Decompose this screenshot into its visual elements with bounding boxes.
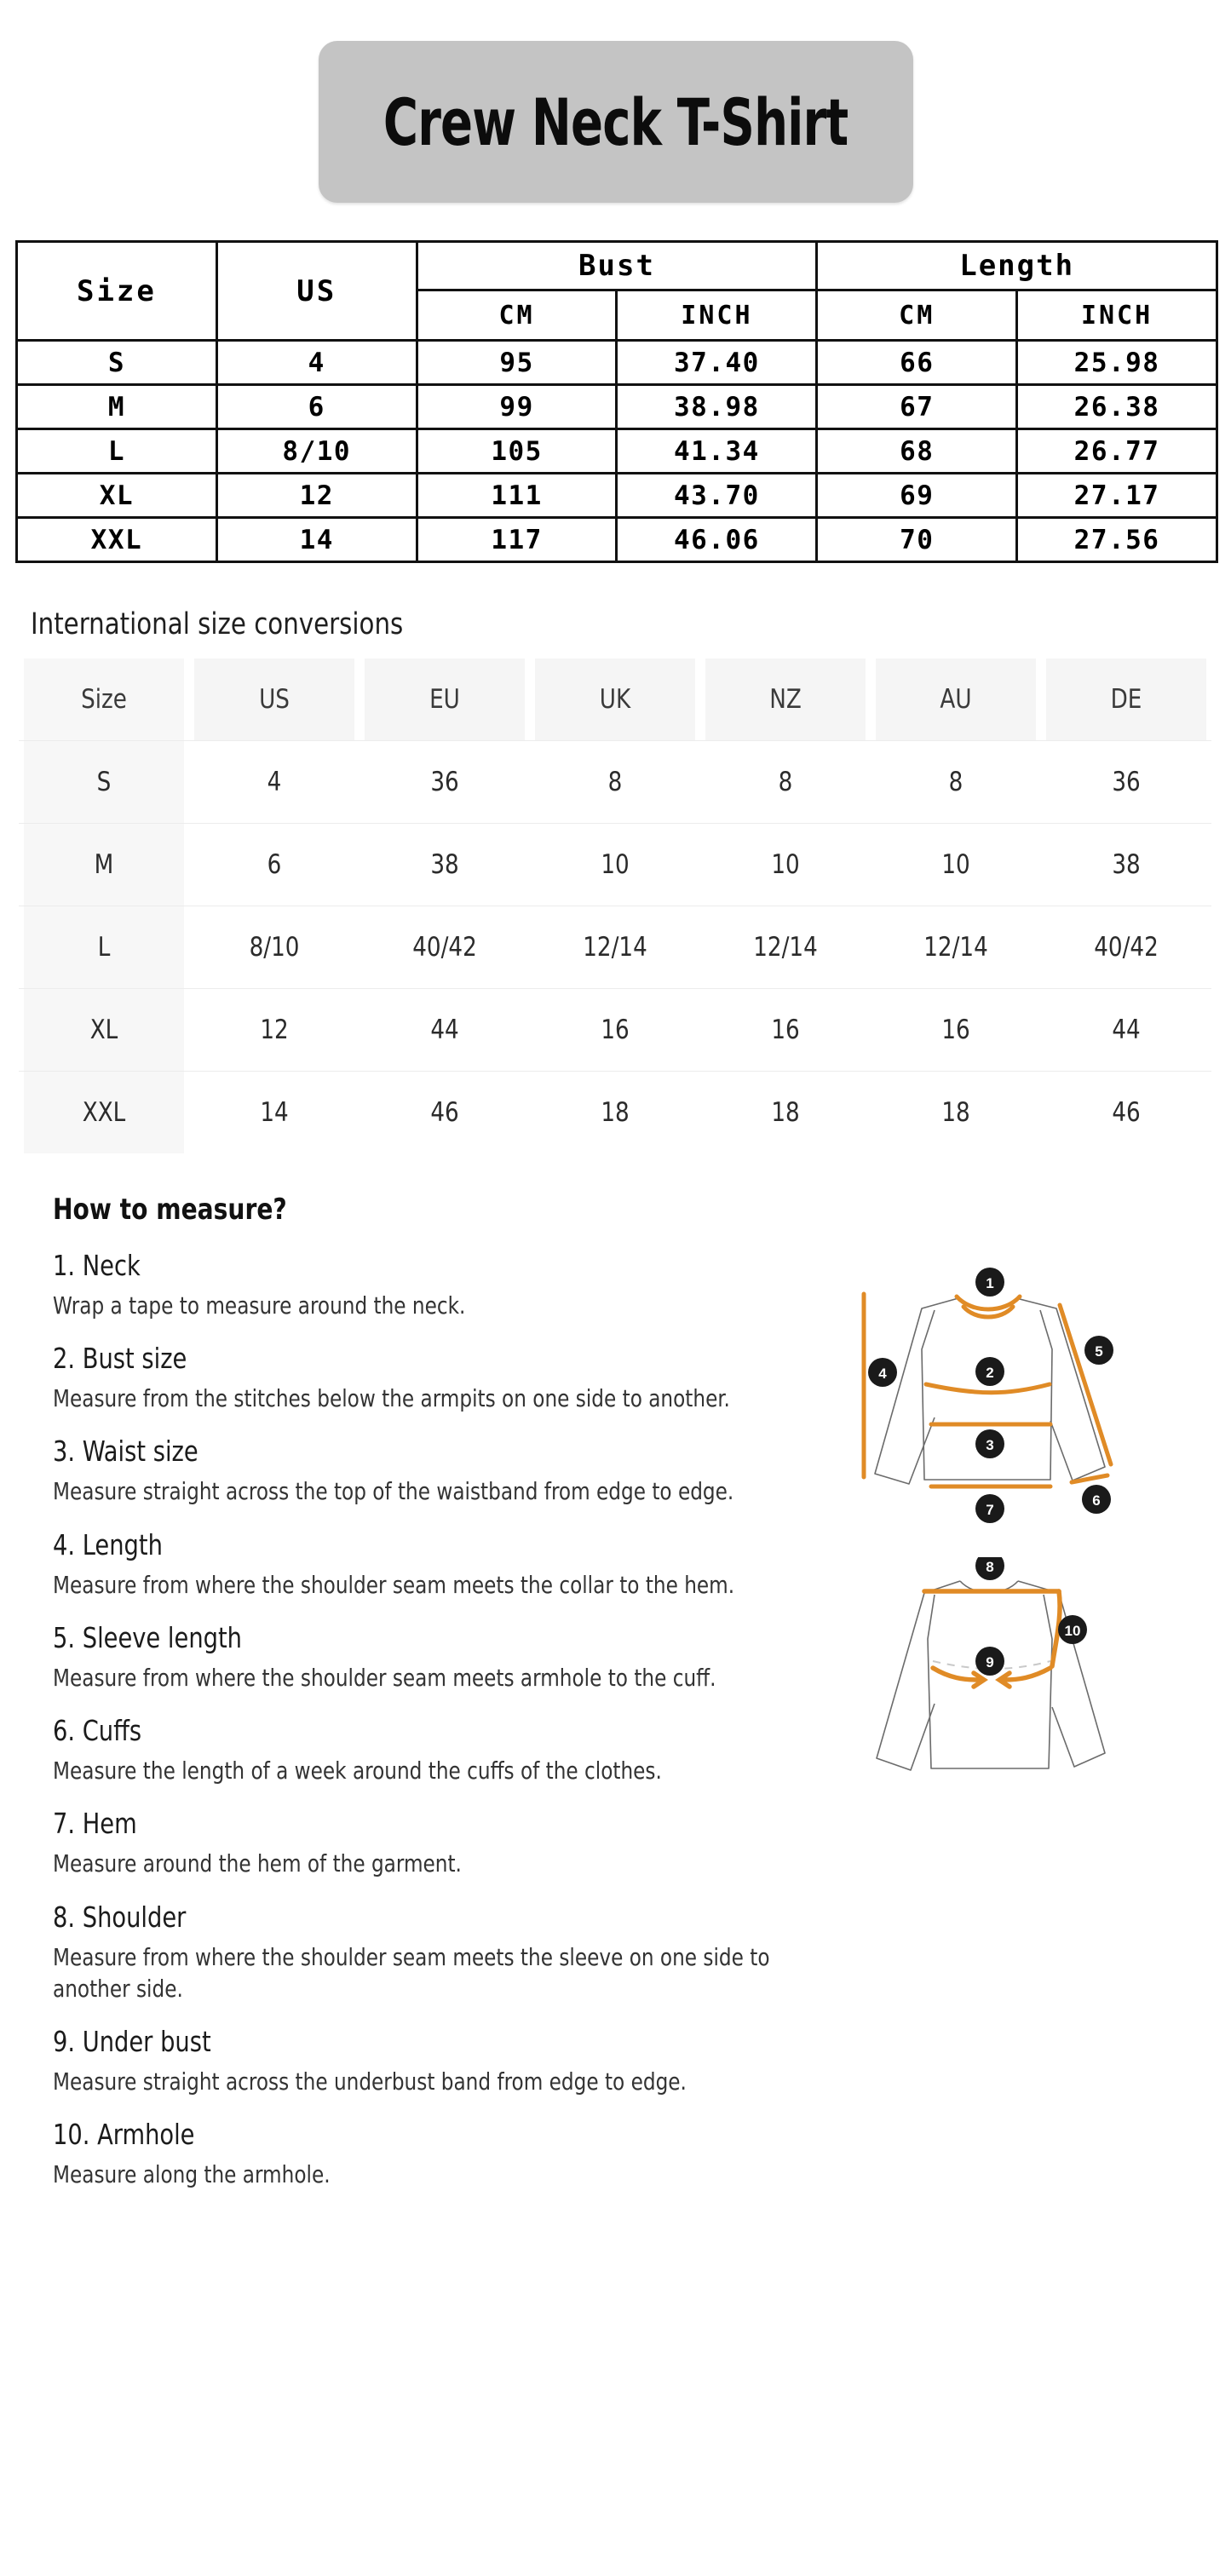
table-row [19, 989, 1211, 1072]
cell-bust-inch: 41.34 [617, 429, 817, 474]
step-heading: 4. Length [53, 1527, 163, 1561]
table-row [19, 1072, 1211, 1154]
conv-col-size: Size [24, 658, 184, 741]
table-row [19, 741, 1211, 824]
conv-cell-us: 4 [194, 741, 354, 824]
cell-length-cm: 68 [817, 429, 1017, 474]
step-heading: 1. Neck [53, 1249, 141, 1282]
list-item [53, 1528, 862, 1601]
conv-col-nz: NZ [705, 658, 866, 741]
conv-col-au: AU [876, 658, 1036, 741]
cell-length-cm: 67 [817, 385, 1017, 429]
title-banner [319, 41, 913, 203]
step-heading: 9. Under bust [53, 2025, 211, 2059]
garment-diagram-front [849, 1254, 1207, 1544]
diagram-markers [975, 1557, 1087, 1676]
col-length-inch: INCH [1017, 290, 1217, 341]
step-heading: 5. Sleeve length [53, 1620, 242, 1654]
cell-length-cm: 66 [817, 341, 1017, 385]
col-length-group: Length [817, 242, 1217, 290]
table-row [19, 906, 1211, 989]
svg-text:1: 1 [986, 1275, 994, 1291]
cell-bust-inch: 46.06 [617, 518, 817, 562]
step-heading: 10. Armhole [53, 2118, 195, 2152]
step-heading: 7. Hem [53, 1807, 137, 1841]
conv-col-uk: UK [535, 658, 695, 741]
svg-text:4: 4 [878, 1366, 887, 1382]
conv-cell-size: XXL [24, 1072, 184, 1154]
cell-bust-cm: 117 [417, 518, 617, 562]
list-item [53, 2025, 862, 2097]
col-bust-inch: INCH [617, 290, 817, 341]
step-description: Measure from where the shoulder seam meets the sleeve on one side to another side. [53, 1942, 770, 2003]
conv-cell-size: L [24, 906, 184, 989]
conversions-heading: International size conversions [31, 607, 404, 641]
cell-length-inch: 26.38 [1017, 385, 1217, 429]
conv-cell-nz: 18 [705, 1072, 866, 1154]
table-row [17, 518, 1217, 562]
conv-col-us: US [194, 658, 354, 741]
conversions-section [19, 658, 1212, 1153]
conversions-table [19, 658, 1211, 1153]
conv-cell-de: 44 [1046, 989, 1206, 1072]
how-to-measure-section [0, 1193, 1231, 2245]
cell-size: XL [17, 474, 217, 518]
conv-cell-us: 6 [194, 824, 354, 906]
cell-length-inch: 26.77 [1017, 429, 1217, 474]
conv-cell-size: S [24, 741, 184, 824]
step-heading: 2. Bust size [53, 1342, 187, 1376]
garment-diagram-shoulder [849, 1557, 1207, 1796]
svg-text:6: 6 [1092, 1492, 1101, 1509]
step-description: Measure straight across the top of the waistband from edge to edge. [53, 1477, 734, 1506]
table-row [19, 824, 1211, 906]
cell-size: XXL [17, 518, 217, 562]
conv-col-de: DE [1046, 658, 1206, 741]
conv-cell-de: 38 [1046, 824, 1206, 906]
cell-bust-inch: 37.40 [617, 341, 817, 385]
conv-cell-eu: 46 [365, 1072, 525, 1154]
cell-length-inch: 25.98 [1017, 341, 1217, 385]
col-length-cm: CM [817, 290, 1017, 341]
cell-length-inch: 27.17 [1017, 474, 1217, 518]
table-row [17, 341, 1217, 385]
conv-cell-au: 18 [876, 1072, 1036, 1154]
size-table-section [15, 240, 1216, 563]
conv-cell-eu: 40/42 [365, 906, 525, 989]
cell-length-cm: 69 [817, 474, 1017, 518]
table-row [17, 474, 1217, 518]
conv-cell-de: 36 [1046, 741, 1206, 824]
col-us: US [216, 242, 417, 341]
conv-cell-nz: 16 [705, 989, 866, 1072]
conv-cell-nz: 8 [705, 741, 866, 824]
svg-text:7: 7 [986, 1502, 994, 1518]
cell-bust-cm: 105 [417, 429, 617, 474]
conv-cell-uk: 10 [535, 824, 695, 906]
list-item [53, 1249, 862, 1321]
cell-bust-inch: 43.70 [617, 474, 817, 518]
cell-bust-cm: 111 [417, 474, 617, 518]
size-table [15, 240, 1218, 563]
svg-text:5: 5 [1095, 1343, 1103, 1360]
page-title: Crew Neck T-Shirt [383, 83, 848, 160]
cell-bust-inch: 38.98 [617, 385, 817, 429]
svg-text:3: 3 [986, 1437, 994, 1453]
cell-length-cm: 70 [817, 518, 1017, 562]
step-heading: 8. Shoulder [53, 1900, 187, 1934]
cell-us: 8/10 [216, 429, 417, 474]
cell-us: 6 [216, 385, 417, 429]
step-description: Measure from where the shoulder seam meets the collar to the hem. [53, 1570, 735, 1599]
conv-cell-au: 10 [876, 824, 1036, 906]
cell-size: S [17, 341, 217, 385]
conversions-body [19, 741, 1211, 1154]
cell-bust-cm: 95 [417, 341, 617, 385]
list-item [53, 1714, 862, 1786]
step-description: Measure straight across the underbust band from edge to edge. [53, 2067, 687, 2096]
conv-cell-size: XL [24, 989, 184, 1072]
col-bust-group: Bust [417, 242, 817, 290]
svg-text:10: 10 [1064, 1623, 1081, 1639]
conv-cell-nz: 10 [705, 824, 866, 906]
col-bust-cm: CM [417, 290, 617, 341]
how-to-measure-title: How to measure? [53, 1193, 287, 1227]
conv-cell-au: 8 [876, 741, 1036, 824]
step-description: Measure along the armhole. [53, 2160, 331, 2189]
svg-text:8: 8 [986, 1559, 994, 1575]
table-row [17, 385, 1217, 429]
conv-cell-uk: 16 [535, 989, 695, 1072]
conv-cell-uk: 12/14 [535, 906, 695, 989]
conv-cell-uk: 18 [535, 1072, 695, 1154]
step-description: Measure from where the shoulder seam meets armhole to the cuff. [53, 1663, 716, 1692]
conv-cell-uk: 8 [535, 741, 695, 824]
step-description: Wrap a tape to measure around the neck. [53, 1291, 466, 1320]
conv-cell-us: 12 [194, 989, 354, 1072]
list-item [53, 1342, 862, 1414]
step-heading: 3. Waist size [53, 1435, 198, 1469]
conv-cell-eu: 38 [365, 824, 525, 906]
cell-size: M [17, 385, 217, 429]
conv-cell-us: 14 [194, 1072, 354, 1154]
cell-us: 4 [216, 341, 417, 385]
measure-steps-list [53, 1249, 862, 2191]
conv-cell-eu: 44 [365, 989, 525, 1072]
conv-cell-size: M [24, 824, 184, 906]
conv-cell-us: 8/10 [194, 906, 354, 989]
conversions-header-row [19, 658, 1211, 741]
conv-cell-nz: 12/14 [705, 906, 866, 989]
step-description: Measure around the hem of the garment. [53, 1849, 462, 1878]
svg-text:2: 2 [986, 1365, 994, 1381]
table-row [17, 429, 1217, 474]
list-item [53, 1807, 862, 1879]
cell-bust-cm: 99 [417, 385, 617, 429]
conv-cell-au: 12/14 [876, 906, 1036, 989]
conv-cell-de: 46 [1046, 1072, 1206, 1154]
step-description: Measure the length of a week around the cuffs of the clothes. [53, 1757, 662, 1785]
conv-cell-eu: 36 [365, 741, 525, 824]
cell-size: L [17, 429, 217, 474]
conv-cell-de: 40/42 [1046, 906, 1206, 989]
col-size: Size [17, 242, 217, 341]
list-item [53, 1435, 862, 1507]
measurement-diagrams [849, 1254, 1207, 1809]
cell-us: 12 [216, 474, 417, 518]
conv-cell-au: 16 [876, 989, 1036, 1072]
conv-col-eu: EU [365, 658, 525, 741]
cell-length-inch: 27.56 [1017, 518, 1217, 562]
cell-us: 14 [216, 518, 417, 562]
svg-text:9: 9 [986, 1654, 994, 1670]
list-item [53, 1621, 862, 1693]
step-description: Measure from the stitches below the armpits on one side to another. [53, 1384, 730, 1413]
title-section [0, 0, 1231, 203]
step-heading: 6. Cuffs [53, 1714, 142, 1748]
list-item [53, 1900, 862, 2004]
list-item [53, 2118, 862, 2190]
size-table-body [17, 341, 1217, 562]
size-table-header-row-1 [17, 242, 1217, 290]
